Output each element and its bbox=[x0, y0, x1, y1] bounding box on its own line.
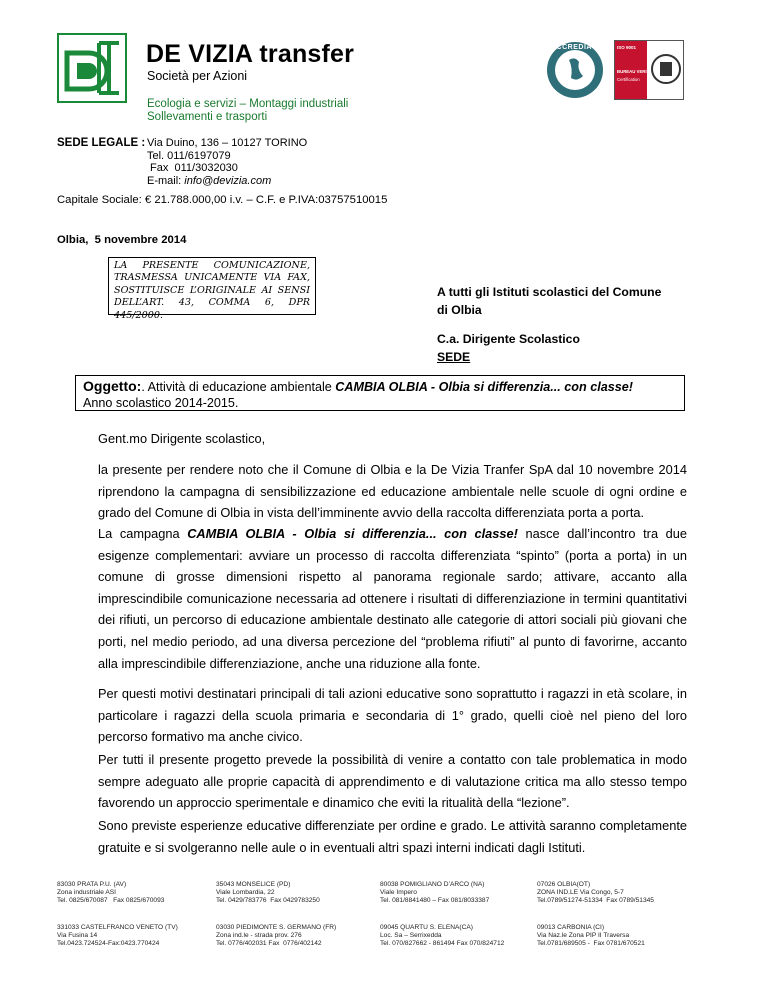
paragraph-2-pre: La campagna bbox=[98, 526, 188, 541]
accredia-label: ACCREDIA bbox=[551, 44, 592, 51]
footer-address-block bbox=[537, 881, 654, 906]
footer-address-block bbox=[537, 924, 645, 949]
footer-address-line: Tel. 0429/783776 Fax 0429783250 bbox=[216, 897, 320, 905]
footer-address-line: Tel.0781/689505 - Fax 0781/670521 bbox=[537, 940, 645, 948]
letter-date: Olbia, 5 novembre 2014 bbox=[57, 234, 187, 246]
paragraph-1: la presente per rendere noto che il Comune di Olbia e la De Vizia Tranfer SpA dal 10 novembre 2014 riprendono la campagna di sensibilizzazione ed educazione ambientale nelle scuole di ogni ordine e grado del Comune di Olbia in vista dell’imminente avvio della raccolta differenziata porta a porta. bbox=[98, 462, 687, 521]
sede-legale-details bbox=[147, 137, 307, 187]
attention-block bbox=[437, 330, 580, 366]
recipient bbox=[437, 283, 677, 319]
footer-address-line: Loc. Sa – Serrixedda bbox=[380, 932, 442, 940]
bv-iso-label: ISO 9001 bbox=[617, 45, 637, 50]
company-type: Società per Azioni bbox=[147, 69, 248, 83]
attention-line: C.a. Dirigente Scolastico bbox=[437, 332, 580, 346]
footer-address-line: Tel. 081/8841480 – Fax 081/8033387 bbox=[380, 897, 490, 905]
sede-email-label: E-mail: bbox=[147, 174, 185, 187]
subject-title: CAMBIA OLBIA - Olbia si differenzia... con classe! bbox=[335, 380, 633, 394]
fax-notice-box: LA PRESENTE COMUNICAZIONE, TRASMESSA UNICAMENTE VIA FAX, SOSTITUISCE L’ORIGINALE AI SENSI DELL’ART. 43, COMMA 6, DPR 445/2000. bbox=[108, 257, 316, 315]
company-activities bbox=[147, 98, 348, 124]
subject-label: Oggetto: bbox=[83, 378, 142, 394]
greeting: Gent.mo Dirigente scolastico, bbox=[98, 431, 266, 446]
footer-address-line: Via Naz.le Zona PIP II Traversa bbox=[537, 932, 630, 940]
footer-address-block bbox=[380, 881, 489, 906]
footer-address-line: 35043 MONSELICE (PD) bbox=[216, 881, 291, 888]
subject-pre: . Attività di educazione ambientale bbox=[141, 380, 336, 394]
sede-legale-label: SEDE LEGALE : bbox=[57, 137, 146, 149]
footer-address-line: Tel. 0776/402031 Fax 0776/402142 bbox=[216, 940, 322, 948]
footer-address-line: 80038 POMIGLIANO D’ARCO (NA) bbox=[380, 881, 485, 888]
footer-address-line: Via Fusina 14 bbox=[57, 932, 98, 940]
footer-address-block bbox=[57, 924, 178, 949]
paragraph-4: Per tutti il presente progetto prevede la possibilità di venire a contatto con tale problematica in modo sempre adeguato alle proprie capacità di apprendimento e di valutazione critica ma allo stesso tempo favorendo un approccio sperimentale e dinamico che eviti la ritualità della “lezione”. bbox=[98, 752, 687, 811]
activities-line-2: Sollevamenti e trasporti bbox=[147, 111, 268, 123]
paragraph-2-title: CAMBIA OLBIA - Olbia si differenzia... con classe! bbox=[187, 526, 518, 541]
paragraph-3: Per questi motivi destinatari principali di tali azioni educative sono soprattutto i ragazzi in età scolare, in particolare i ragazzi della scuola primaria e secondaria di 1° grado, quelli cioè nel pieno del loro percorso formativo ma anche civico. bbox=[98, 686, 687, 745]
subject-year: Anno scolastico 2014-2015. bbox=[83, 396, 239, 410]
footer-address-line: 331033 CASTELFRANCO VENETO (TV) bbox=[57, 924, 178, 931]
sede-email: info@devizia.com bbox=[184, 174, 272, 187]
footer-address-line: Tel. 070/827662 - 861494 Fax 070/824712 bbox=[380, 940, 505, 948]
sede-address: Via Duino, 136 – 10127 TORINO bbox=[147, 137, 308, 149]
sede-recipient: SEDE bbox=[437, 350, 471, 364]
recipient-line-1: A tutti gli Istituti scolastici del Comune bbox=[437, 285, 662, 299]
activities-line-1: Ecologia e servizi – Montaggi industriali bbox=[147, 98, 349, 110]
footer-address-line: Tel. 0825/670087 Fax 0825/670093 bbox=[57, 897, 165, 905]
footer-address-line: Tel.0789/51274-51334 Fax 0789/51345 bbox=[537, 897, 654, 905]
bv-name-label: BUREAU VERITAS bbox=[617, 69, 655, 74]
bv-sub-label: Certification bbox=[617, 77, 640, 82]
footer-address-line: 07026 OLBIA(OT) bbox=[537, 881, 591, 888]
sede-fax: Fax 011/3032030 bbox=[147, 162, 238, 174]
footer-address-line: 09013 CARBONIA (CI) bbox=[537, 924, 605, 931]
footer-address-line: Zona ind.le - strada prov. 276 bbox=[216, 932, 302, 940]
paragraph-2-post: nasce dall’incontro tra due esigenze complementari: avviare un processo di raccolta differenziata “spinto” (porta a porta) in un comune di grosse dimensioni rispetto al panorama regionale sardo; attivare, accanto alla imprescindibile comunicazione necessaria ad ottenere i risultati di differenziazione in termini quantitativi dei rifiuti, un percorso di educazione ambientale destinato alle categorie di attori sociali più giovani che porti, nel medio periodo, ad una diversa percezione del “problema rifiuti” al punto di favorirne, accanto alla imprescindibile differenziazione, anche una riduzione alla fonte. bbox=[98, 526, 691, 671]
footer-address-line: 83030 PRATA P.U. (AV) bbox=[57, 881, 127, 888]
bv-seal-icon bbox=[651, 49, 681, 89]
footer-address-block bbox=[216, 924, 336, 949]
footer-address-line: ZONA IND.LE Via Congo, 5-7 bbox=[537, 889, 624, 897]
bureau-veritas-badge bbox=[614, 40, 684, 100]
footer-address-line: Viale Lombardia, 22 bbox=[216, 889, 275, 897]
subject-box bbox=[75, 375, 685, 411]
sede-email-line bbox=[147, 175, 307, 188]
company-name: DE VIZIA transfer bbox=[146, 40, 355, 68]
footer-address-block bbox=[216, 881, 320, 906]
footer-address-line: Zona industriale ASI bbox=[57, 889, 117, 897]
footer-address-block bbox=[57, 881, 164, 906]
paragraph-5: Sono previste esperienze educative differenziate per ordine e grado. Le attività saranno completamente gratuite e si svolgeranno nelle aule o in eventuali altri spazi interni indicati dagli Istituti. bbox=[98, 818, 687, 855]
footer-address-line: Viale Impero bbox=[380, 889, 417, 897]
recipient-line-2: di Olbia bbox=[437, 303, 482, 317]
footer-address-line: 09045 QUARTU S. ELENA(CA) bbox=[380, 924, 473, 931]
paragraph-2 bbox=[98, 523, 691, 674]
company-logo bbox=[57, 33, 127, 103]
capitale-sociale: Capitale Sociale: € 21.788.000,00 i.v. – C.F. e P.IVA:03757510015 bbox=[57, 194, 388, 206]
footer-address-line: 03030 PIEDIMONTE S. GERMANO (FR) bbox=[216, 924, 337, 931]
sede-tel: Tel. 011/6197079 bbox=[147, 149, 231, 162]
footer-address-block bbox=[380, 924, 504, 949]
footer-address-line: Tel.0423.724524-Fax:0423.770424 bbox=[57, 940, 160, 948]
